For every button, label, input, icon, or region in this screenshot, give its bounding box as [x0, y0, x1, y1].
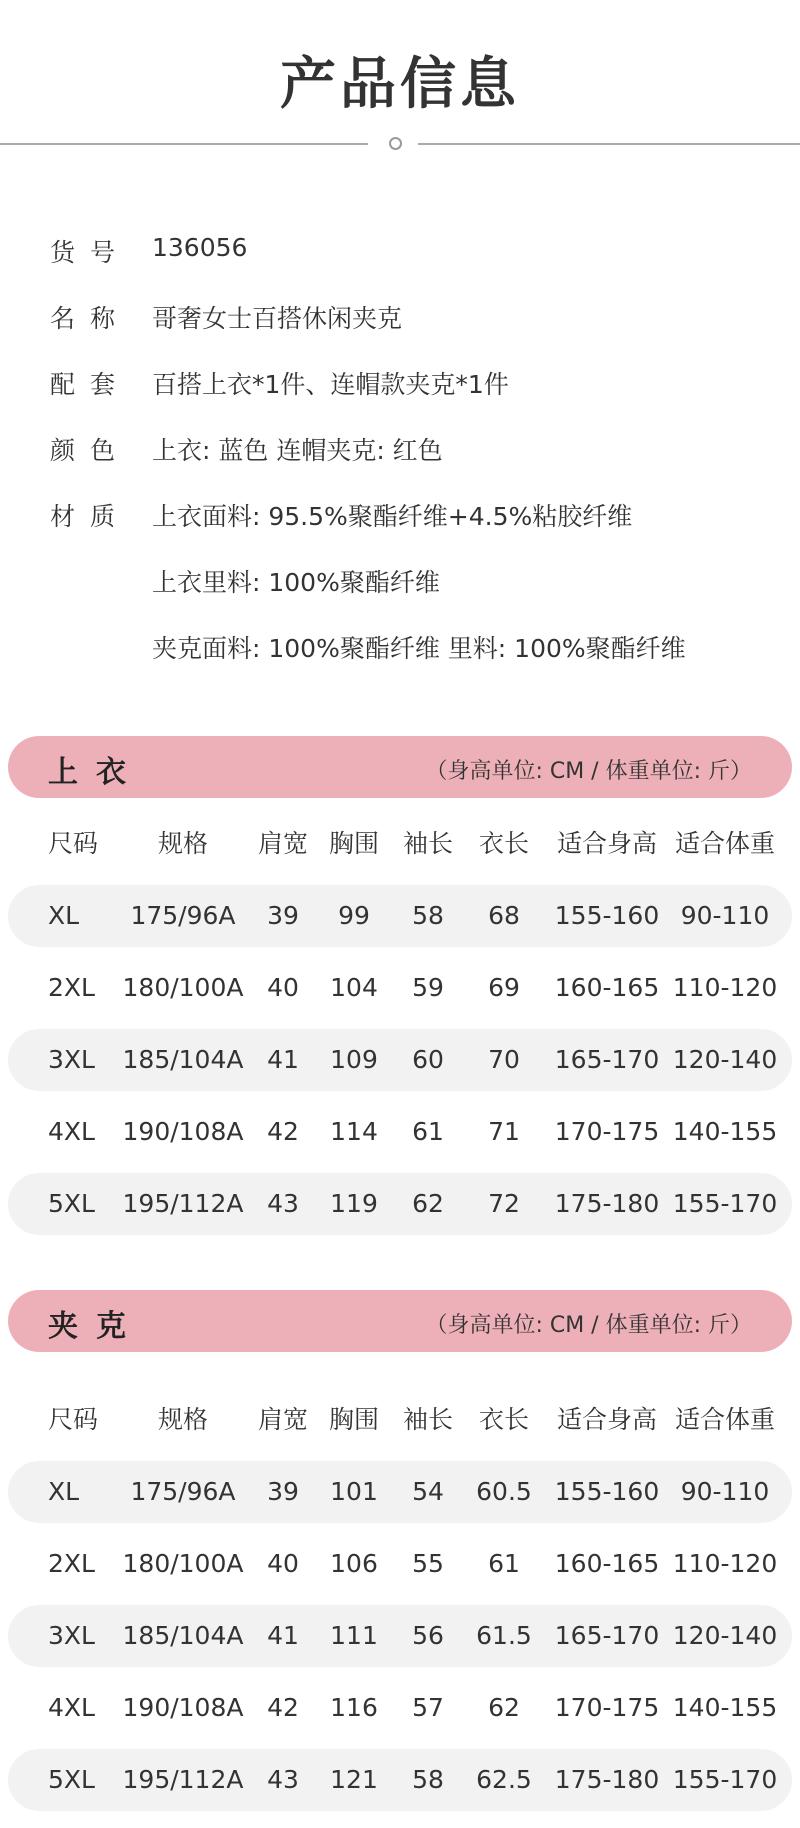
table-cell: 43	[267, 1765, 299, 1794]
table-cell: 175-180	[554, 1189, 660, 1218]
table-cell: 40	[267, 973, 299, 1002]
table-cell: 90-110	[680, 1477, 770, 1506]
table-cell: 39	[267, 901, 299, 930]
title-divider-right	[418, 143, 800, 145]
table-cell: 55	[412, 1549, 444, 1578]
size-table-header	[8, 813, 792, 875]
table-cell: 3XL	[48, 1045, 95, 1074]
column-header: 胸围	[328, 829, 379, 858]
table-row	[8, 885, 792, 947]
table-cell: 111	[330, 1621, 378, 1650]
column-header: 适合身高	[556, 829, 657, 858]
table-cell: 61	[488, 1549, 520, 1578]
column-header: 袖长	[402, 829, 453, 858]
table-cell: 62	[412, 1189, 444, 1218]
table-cell: 42	[267, 1693, 299, 1722]
table-cell: 69	[488, 973, 520, 1002]
table-cell: 5XL	[48, 1189, 95, 1218]
table-cell: 155-160	[554, 901, 660, 930]
column-header: 肩宽	[257, 829, 308, 858]
table-row	[8, 1749, 792, 1811]
table-cell: XL	[48, 901, 80, 930]
size-table-header	[8, 1389, 792, 1451]
info-value: 上衣里料: 100%聚酯纤维	[152, 568, 440, 597]
table-cell: 61.5	[476, 1621, 532, 1650]
table-cell: 155-170	[672, 1189, 778, 1218]
info-label: 材 质	[50, 502, 116, 531]
table-cell: 4XL	[48, 1117, 95, 1146]
table-cell: 160-165	[554, 973, 660, 1002]
table-cell: 71	[488, 1117, 520, 1146]
column-header: 衣长	[478, 1405, 529, 1434]
column-header: 尺码	[48, 829, 99, 858]
table-row	[8, 1173, 792, 1235]
table-cell: 110-120	[672, 973, 778, 1002]
table-row	[8, 1461, 792, 1523]
table-cell: 68	[488, 901, 520, 930]
info-value: 夹克面料: 100%聚酯纤维 里料: 100%聚酯纤维	[152, 634, 686, 663]
page-title: 产品信息	[280, 52, 520, 117]
column-header: 适合体重	[674, 829, 775, 858]
info-label: 配 套	[50, 370, 116, 399]
table-cell: 116	[330, 1693, 378, 1722]
table-cell: 41	[267, 1045, 299, 1074]
info-value: 上衣面料: 95.5%聚酯纤维+4.5%粘胶纤维	[152, 502, 633, 531]
table-row	[8, 1605, 792, 1667]
section-header-top	[8, 736, 792, 798]
table-cell: 43	[267, 1189, 299, 1218]
table-cell: 155-160	[554, 1477, 660, 1506]
table-row	[8, 1101, 792, 1163]
table-cell: 5XL	[48, 1765, 95, 1794]
title-divider-left	[0, 143, 368, 145]
table-cell: 56	[412, 1621, 444, 1650]
divider-dot-icon	[389, 137, 402, 150]
column-header: 适合身高	[556, 1405, 657, 1434]
table-cell: 2XL	[48, 973, 95, 1002]
table-cell: 195/112A	[122, 1189, 244, 1218]
column-header: 袖长	[402, 1405, 453, 1434]
table-cell: 165-170	[554, 1621, 660, 1650]
table-cell: 175-180	[554, 1765, 660, 1794]
column-header: 规格	[157, 1405, 208, 1434]
table-cell: 40	[267, 1549, 299, 1578]
table-cell: 190/108A	[122, 1117, 244, 1146]
table-cell: 109	[330, 1045, 378, 1074]
column-header: 尺码	[48, 1405, 99, 1434]
table-cell: 195/112A	[122, 1765, 244, 1794]
section-title: 夹克	[48, 1309, 144, 1344]
info-value: 百搭上衣*1件、连帽款夹克*1件	[152, 370, 509, 399]
table-cell: 170-175	[554, 1117, 660, 1146]
table-cell: 114	[330, 1117, 378, 1146]
table-cell: 61	[412, 1117, 444, 1146]
table-row	[8, 1029, 792, 1091]
table-cell: 110-120	[672, 1549, 778, 1578]
table-cell: 42	[267, 1117, 299, 1146]
column-header: 胸围	[328, 1405, 379, 1434]
table-cell: 41	[267, 1621, 299, 1650]
table-cell: 58	[412, 1765, 444, 1794]
table-cell: 120-140	[672, 1621, 778, 1650]
table-cell: 90-110	[680, 901, 770, 930]
table-cell: 160-165	[554, 1549, 660, 1578]
table-cell: 180/100A	[122, 1549, 244, 1578]
table-cell: 60.5	[476, 1477, 532, 1506]
column-header: 适合体重	[674, 1405, 775, 1434]
table-cell: 165-170	[554, 1045, 660, 1074]
table-cell: XL	[48, 1477, 80, 1506]
table-row	[8, 957, 792, 1019]
table-cell: 175/96A	[130, 901, 236, 930]
table-cell: 59	[412, 973, 444, 1002]
section-title: 上衣	[48, 755, 144, 790]
table-cell: 180/100A	[122, 973, 244, 1002]
section-unit: （身高单位: CM / 体重单位: 斤）	[425, 1313, 752, 1338]
table-cell: 70	[488, 1045, 520, 1074]
table-cell: 104	[330, 973, 378, 1002]
table-cell: 39	[267, 1477, 299, 1506]
info-value: 136056	[152, 233, 248, 262]
info-value: 上衣: 蓝色 连帽夹克: 红色	[152, 436, 443, 465]
table-cell: 119	[330, 1189, 378, 1218]
table-cell: 185/104A	[122, 1621, 244, 1650]
table-cell: 2XL	[48, 1549, 95, 1578]
table-cell: 121	[330, 1765, 378, 1794]
table-cell: 58	[412, 901, 444, 930]
table-cell: 140-155	[672, 1693, 778, 1722]
table-cell: 62	[488, 1693, 520, 1722]
table-cell: 4XL	[48, 1693, 95, 1722]
column-header: 衣长	[478, 829, 529, 858]
table-cell: 175/96A	[130, 1477, 236, 1506]
table-cell: 190/108A	[122, 1693, 244, 1722]
info-label: 颜 色	[50, 436, 116, 465]
table-row	[8, 1677, 792, 1739]
table-cell: 54	[412, 1477, 444, 1506]
info-value: 哥奢女士百搭休闲夹克	[152, 304, 403, 333]
table-cell: 120-140	[672, 1045, 778, 1074]
table-cell: 101	[330, 1477, 378, 1506]
table-row	[8, 1533, 792, 1595]
table-cell: 57	[412, 1693, 444, 1722]
column-header: 规格	[157, 829, 208, 858]
info-label: 名 称	[50, 304, 116, 333]
table-cell: 185/104A	[122, 1045, 244, 1074]
table-cell: 140-155	[672, 1117, 778, 1146]
table-cell: 3XL	[48, 1621, 95, 1650]
section-header-jacket	[8, 1290, 792, 1352]
table-cell: 155-170	[672, 1765, 778, 1794]
info-label: 货 号	[50, 238, 116, 267]
table-cell: 99	[338, 901, 370, 930]
column-header: 肩宽	[257, 1405, 308, 1434]
section-unit: （身高单位: CM / 体重单位: 斤）	[425, 759, 752, 784]
table-cell: 72	[488, 1189, 520, 1218]
table-cell: 60	[412, 1045, 444, 1074]
table-cell: 62.5	[476, 1765, 532, 1794]
table-cell: 106	[330, 1549, 378, 1578]
table-cell: 170-175	[554, 1693, 660, 1722]
